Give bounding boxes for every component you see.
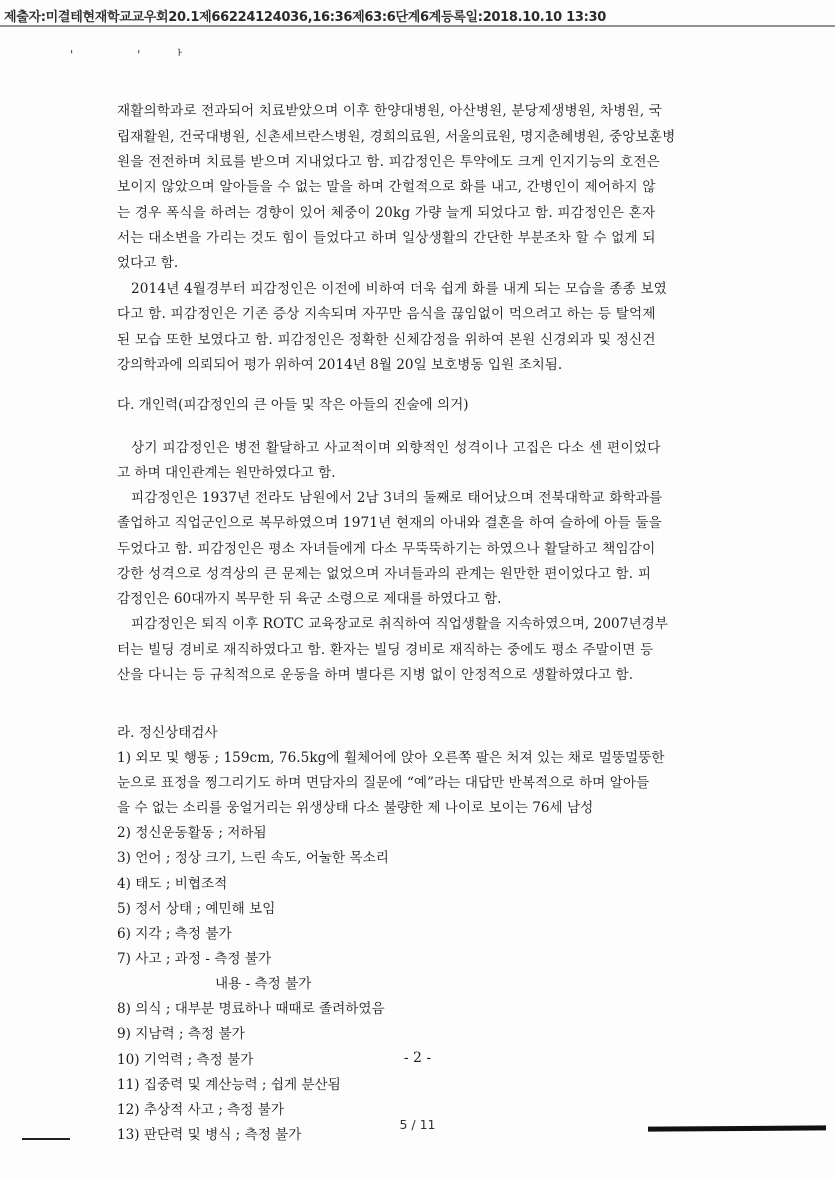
- scan-mark-left: [22, 1138, 70, 1140]
- list-item: 3) 언어 ; 정상 크기, 느린 속도, 어눌한 목소리: [117, 850, 389, 866]
- list-item: 11) 집중력 및 계산능력 ; 쉽게 분산됨: [117, 1077, 341, 1093]
- list-item: 7) 사고 ; 과정 - 측정 불가: [117, 951, 272, 967]
- list-item-continuation: 을 수 없는 소리를 웅얼거리는 위생상태 다소 불량한 제 나이로 보이는 76세 남성: [117, 800, 594, 816]
- section-heading: 라. 정신상태검사: [117, 725, 218, 741]
- list-item: 4) 태도 ; 비협조적: [117, 876, 228, 892]
- body-line: 강의학과에 의뢰되어 평가 위하여 2014년 8월 20일 보호병동 입원 조치됨.: [117, 357, 563, 373]
- body-line: 보이지 않았으며 알아들을 수 없는 말을 하며 간헐적으로 화를 내고, 간병인이 제어하지 않: [117, 179, 656, 195]
- sheet-counter: 5 / 11: [399, 1117, 436, 1132]
- body-line: 재활의학과로 전과되어 치료받았으며 이후 한양대병원, 아산병원, 분당제생병원, 차병원, 국: [117, 103, 663, 119]
- list-item: 2) 정신운동활동 ; 저하됨: [117, 825, 267, 841]
- list-item: 13) 판단력 및 병식 ; 측정 불가: [117, 1127, 302, 1143]
- fax-header-rule: [0, 25, 835, 27]
- body-line: 감정인은 60대까지 복무한 뒤 육군 소령으로 제대를 하였다고 함.: [117, 591, 502, 607]
- body-line: 었다고 함.: [117, 255, 179, 271]
- list-item: 12) 추상적 사고 ; 측정 불가: [117, 1102, 284, 1118]
- section-heading: 다. 개인력(피감정인의 큰 아들 및 작은 아들의 진술에 의거): [117, 397, 469, 413]
- body-line: 강한 성격으로 성격상의 큰 문제는 없었으며 자녀들과의 관계는 원만한 편이었다고 함. 피: [117, 566, 652, 582]
- body-line: 된 모습 또한 보였다고 함. 피감정인은 정확한 신체감정을 위하여 본원 신경외과 및 정신건: [117, 332, 656, 348]
- list-item: 10) 기억력 ; 측정 불가: [117, 1052, 254, 1068]
- page-number: - 2 -: [403, 1050, 432, 1066]
- list-item: 8) 의식 ; 대부분 명료하나 때때로 졸려하였음: [117, 1001, 385, 1017]
- body-line: 졸업하고 직업군인으로 복무하였으며 1971년 현재의 아내와 결혼을 하여 슬하에 아들 둘을: [117, 515, 662, 531]
- scan-specks: ' 'ᅡ: [70, 48, 213, 62]
- body-line: 두었다고 함. 피감정인은 평소 자녀들에게 다소 무뚝뚝하기는 하였으나 활달하고 책임감이: [117, 541, 656, 557]
- body-line: 고 하며 대인관계는 원만하였다고 함.: [117, 465, 336, 481]
- body-line: 상기 피감정인은 병전 활달하고 사교적이며 외향적인 성격이나 고집은 다소 센 편이었다: [131, 440, 661, 456]
- body-line: 립재활원, 건국대병원, 신촌세브란스병원, 경희의료원, 서울의료원, 명지춘혜병원, 중앙보훈병: [117, 129, 676, 145]
- list-item-continuation: 눈으로 표정을 찡그리기도 하며 면담자의 질문에 “예”라는 대답만 반복적으로 하며 알아들: [117, 775, 650, 791]
- body-line: 피감정인은 퇴직 이후 ROTC 교육장교로 취직하여 직업생활을 지속하였으며, 2007년경부: [131, 616, 668, 632]
- list-item: 1) 외모 및 행동 ; 159cm, 76.5kg에 휠체어에 앉아 오른쪽 팔은 처져 있는 채로 멀뚱멀뚱한: [117, 750, 665, 766]
- body-line: 원을 전전하며 치료를 받으며 지내었다고 함. 피감정인은 투약에도 크게 인지기능의 호전은: [117, 154, 660, 170]
- list-item: 9) 지남력 ; 측정 불가: [117, 1026, 245, 1042]
- list-item-continuation: 내용 - 측정 불가: [215, 976, 312, 992]
- body-line: 피감정인은 1937년 전라도 남원에서 2남 3녀의 둘째로 태어났으며 전북대학교 화학과를: [131, 490, 663, 506]
- body-line: 2014년 4월경부터 피감정인은 이전에 비하여 더욱 쉽게 화를 내게 되는 모습을 종종 보였: [131, 281, 667, 297]
- body-line: 산을 다니는 등 규칙적으로 운동을 하며 별다른 지병 없이 안정적으로 생활하였다고 함.: [117, 667, 634, 683]
- body-line: 서는 대소변을 가리는 것도 힘이 들었다고 하며 일상생활의 간단한 부분조차 할 수 없게 되: [117, 230, 656, 246]
- fax-header-text: 제출자:미결테현재학교교우회20.1제66224124036,16:36제63:6단계6계등록일:2018.10.10 13:30: [4, 10, 607, 25]
- list-item: 5) 정서 상태 ; 예민해 보임: [117, 901, 276, 917]
- body-line: 터는 빌딩 경비로 재직하였다고 함. 환자는 빌딩 경비로 재직하는 중에도 평소 주말이면 등: [117, 642, 654, 658]
- body-line: 다고 함. 피감정인은 기존 증상 지속되며 자꾸만 음식을 끊임없이 먹으려고 하는 등 탈억제: [117, 306, 656, 322]
- body-line: 는 경우 폭식을 하려는 경향이 있어 체중이 20kg 가량 늘게 되었다고 함. 피감정인은 혼자: [117, 205, 656, 221]
- list-item: 6) 지각 ; 측정 불가: [117, 926, 232, 942]
